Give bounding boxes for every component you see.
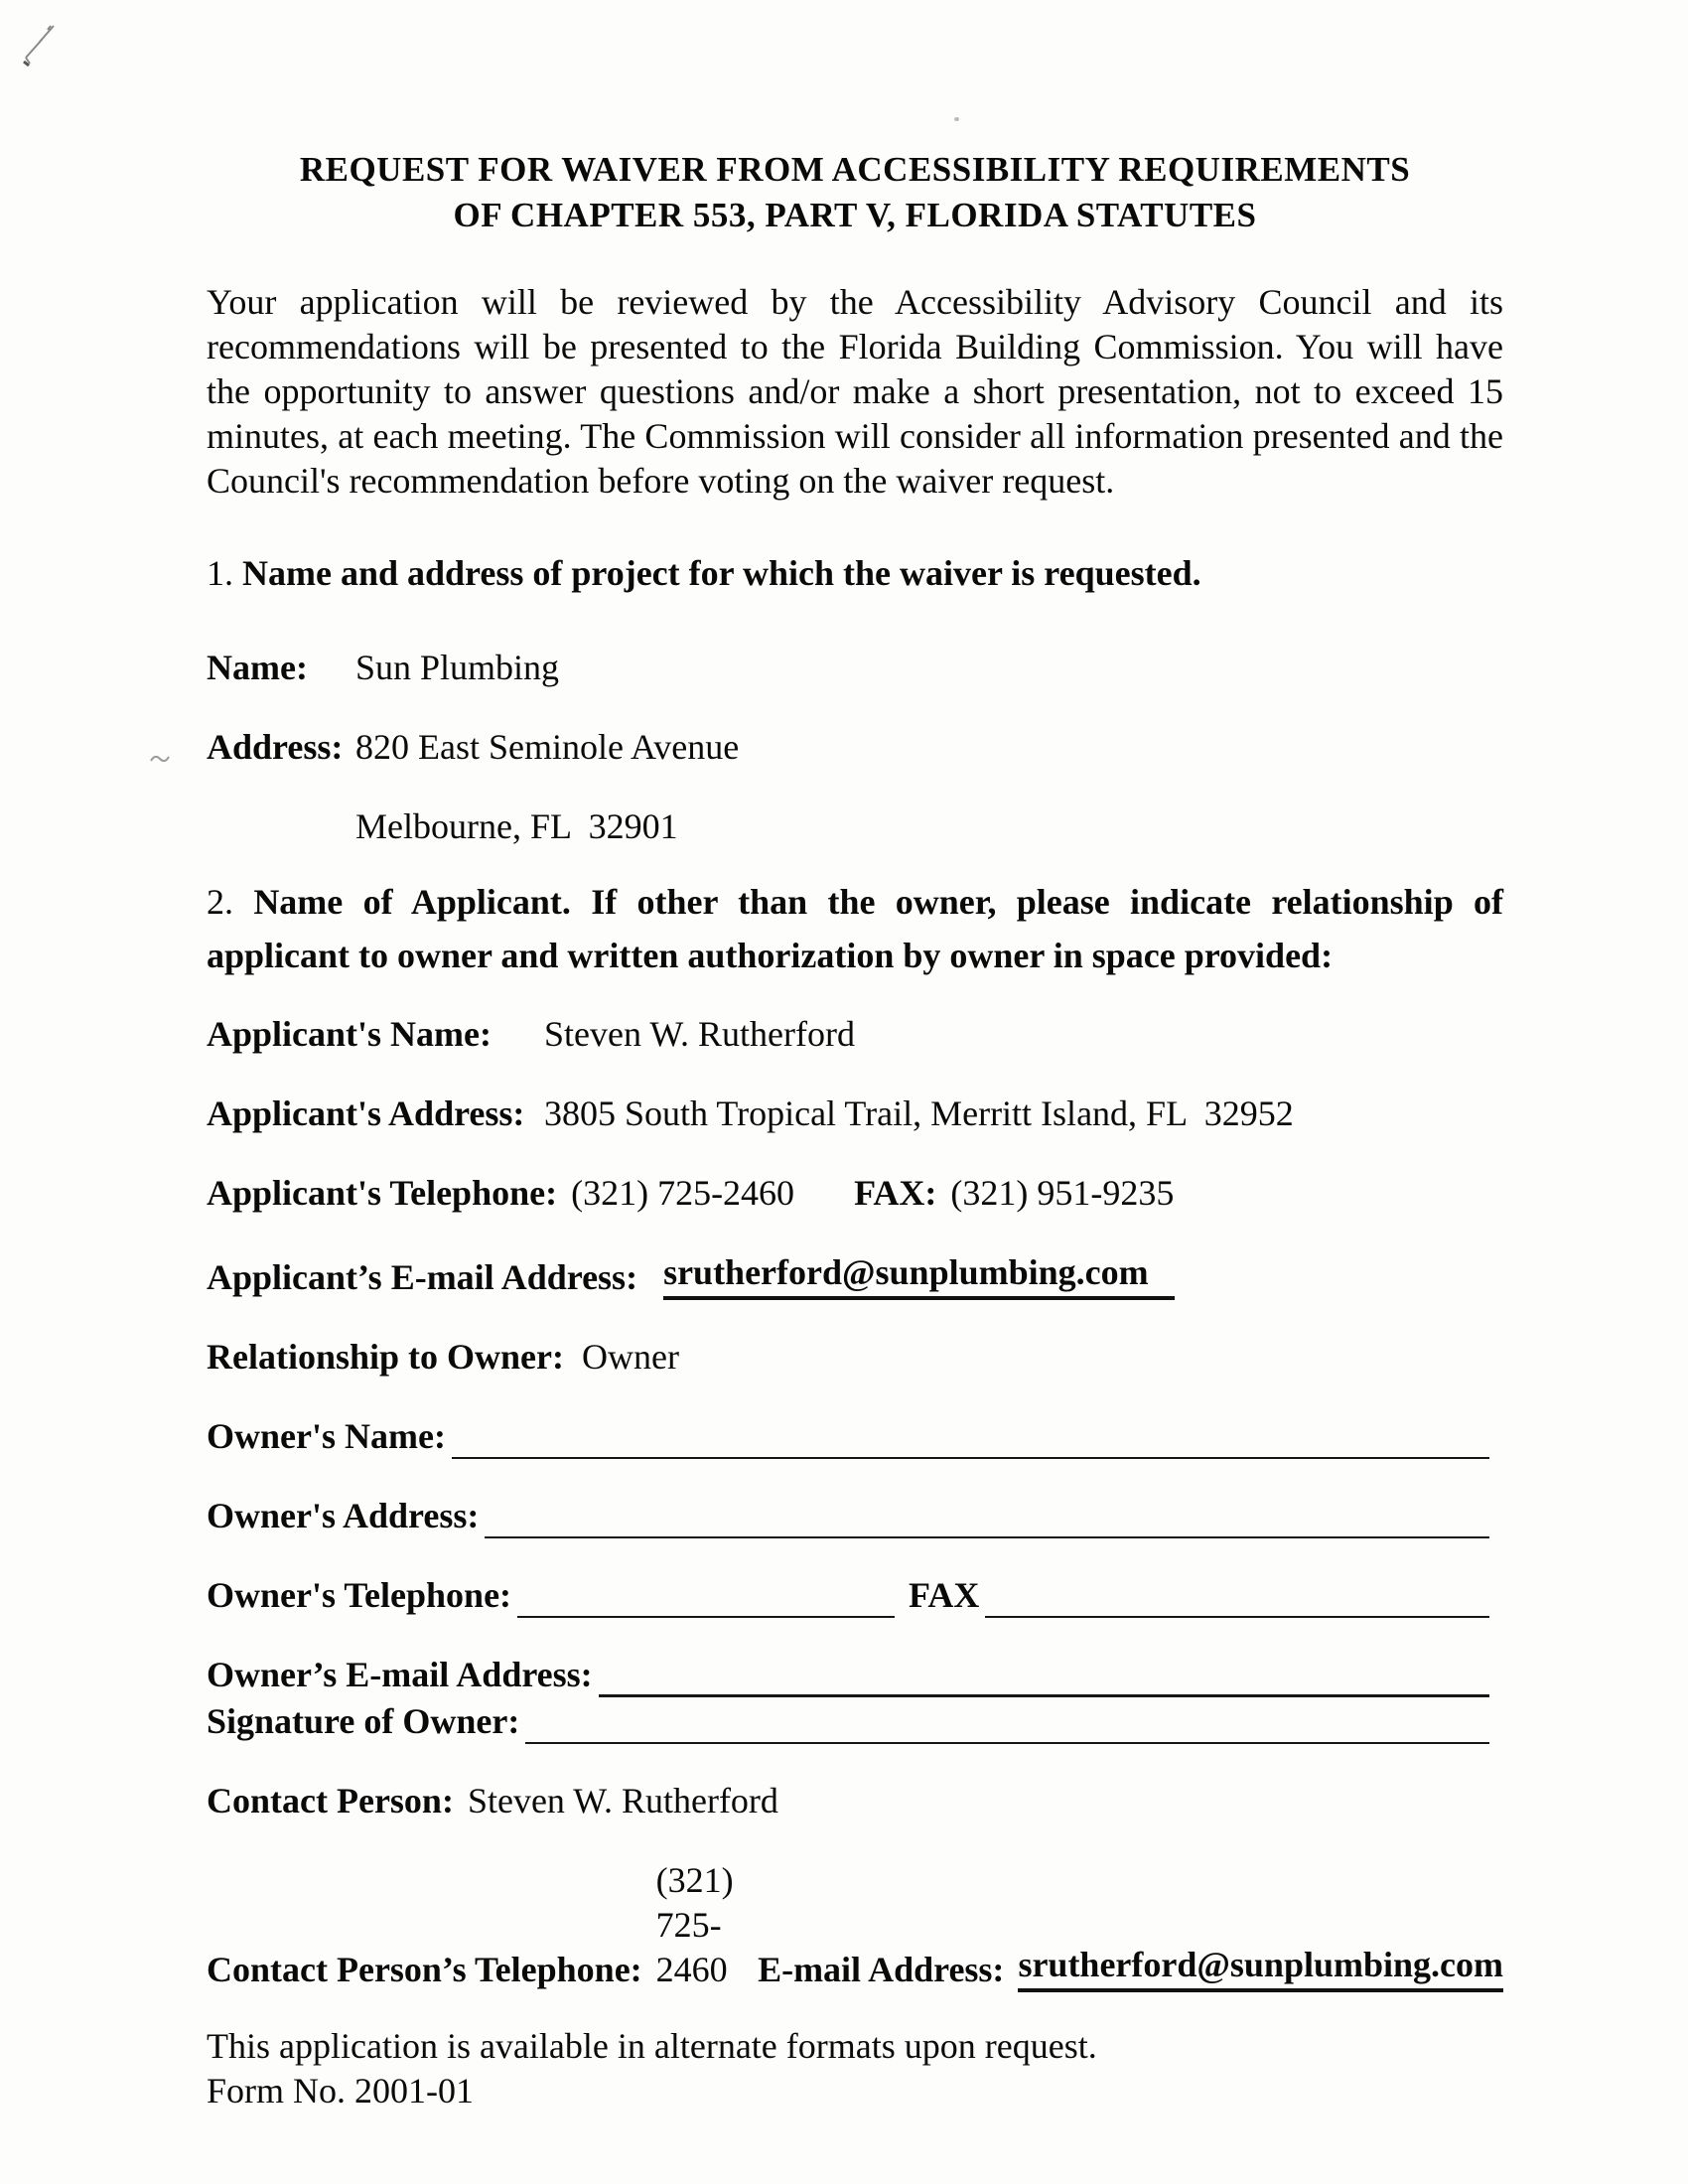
intro-paragraph: Your application will be reviewed by the Accessibility Advisory Council and its recommendations will be presented to the Florida Building Commission. You will have the opportunity to answer questions and/or make a short presentation, not to exceed 15 minutes, at each meeting. The Commission will consider all information presented and the Council's recommendation before voting on the waiver request. [207, 282, 1503, 501]
project-city-row [207, 804, 1503, 849]
applicant-phone-label: Applicant's Telephone: [207, 1173, 558, 1213]
relationship-value: Owner [582, 1337, 679, 1377]
project-address-value-line2: Melbourne, FL 32901 [355, 806, 678, 846]
owner-signature-row [207, 1699, 1503, 1744]
section1-heading-text: Name and address of project for which the waiver is requested. [242, 553, 1201, 593]
owner-email-row [207, 1653, 1503, 1697]
applicant-fax-label: FAX: [854, 1173, 937, 1213]
owner-name-row [207, 1414, 1503, 1459]
owner-phone-label: Owner's Telephone: [207, 1575, 512, 1615]
form-title-line2: OF CHAPTER 553, PART V, FLORIDA STATUTES [453, 196, 1257, 234]
applicant-name-value: Steven W. Rutherford [544, 1014, 855, 1054]
relationship-label: Relationship to Owner: [207, 1337, 564, 1377]
applicant-email-value: srutherford@sunplumbing.com [663, 1250, 1175, 1300]
owner-address-blank-line [485, 1501, 1489, 1538]
form-title [207, 147, 1503, 238]
footer [207, 2024, 1503, 2113]
applicant-email-row [207, 1250, 1503, 1300]
contact-email-label: E-mail Address: [758, 1950, 1005, 1989]
form-title-line1: REQUEST FOR WAIVER FROM ACCESSIBILITY REQUIREMENTS [299, 150, 1411, 189]
owner-fax-blank-line [985, 1580, 1489, 1618]
contact-person-row [207, 1779, 1503, 1823]
project-name-label: Name: [207, 648, 308, 687]
owner-signature-label: Signature of Owner: [207, 1701, 520, 1741]
alternate-formats-note: This application is available in alternate formats upon request. [207, 2026, 1097, 2066]
form-number: Form No. 2001-01 [207, 2071, 474, 2111]
section2-heading [207, 875, 1503, 982]
owner-address-label: Owner's Address: [207, 1496, 480, 1535]
section2-heading-text: Name of Applicant. If other than the owner, please indicate relationship of applicant to owner and written authorization by owner in space provided: [207, 882, 1504, 975]
applicant-name-row [207, 1012, 1503, 1057]
applicant-name-label: Applicant's Name: [207, 1014, 492, 1054]
scan-artifact-scribble [18, 18, 62, 70]
owner-fax-label: FAX [909, 1575, 980, 1615]
section2-number: 2. [207, 882, 233, 922]
applicant-address-label: Applicant's Address: [207, 1093, 525, 1133]
owner-name-blank-line [452, 1421, 1489, 1459]
scan-artifact-tilde [149, 753, 171, 767]
contact-phone-value: (321) 725-2460 [655, 1860, 743, 1989]
contact-person-label: Contact Person: [207, 1781, 454, 1820]
project-address-label: Address: [207, 727, 344, 767]
relationship-row [207, 1335, 1503, 1380]
contact-person-value: Steven W. Rutherford [467, 1781, 778, 1820]
project-address-value-line1: 820 East Seminole Avenue [355, 727, 740, 767]
owner-address-row [207, 1494, 1503, 1538]
applicant-phone-row [207, 1171, 1503, 1216]
applicant-address-row [207, 1092, 1503, 1136]
contact-phone-label: Contact Person’s Telephone: [207, 1950, 642, 1989]
owner-signature-blank-line [525, 1706, 1489, 1744]
contact-email-value: srutherford@sunplumbing.com [1018, 1943, 1503, 1992]
project-name-value: Sun Plumbing [355, 648, 560, 687]
project-address-row [207, 725, 1503, 770]
section1-heading [207, 551, 1503, 596]
form-content [207, 0, 1503, 2113]
applicant-phone-value: (321) 725-2460 [571, 1173, 795, 1213]
owner-email-label: Owner’s E-mail Address: [207, 1655, 593, 1694]
owner-phone-blank-line [517, 1580, 895, 1618]
applicant-fax-value: (321) 951-9235 [950, 1173, 1175, 1213]
applicant-address-value: 3805 South Tropical Trail, Merritt Island, FL 32952 [544, 1093, 1294, 1133]
owner-name-label: Owner's Name: [207, 1416, 446, 1456]
section1-number: 1. [207, 553, 233, 593]
applicant-email-label: Applicant’s E-mail Address: [207, 1257, 638, 1297]
owner-email-blank-line [599, 1659, 1489, 1697]
owner-phone-row [207, 1573, 1503, 1618]
contact-phone-row [207, 1858, 1503, 1992]
project-name-row [207, 646, 1503, 690]
